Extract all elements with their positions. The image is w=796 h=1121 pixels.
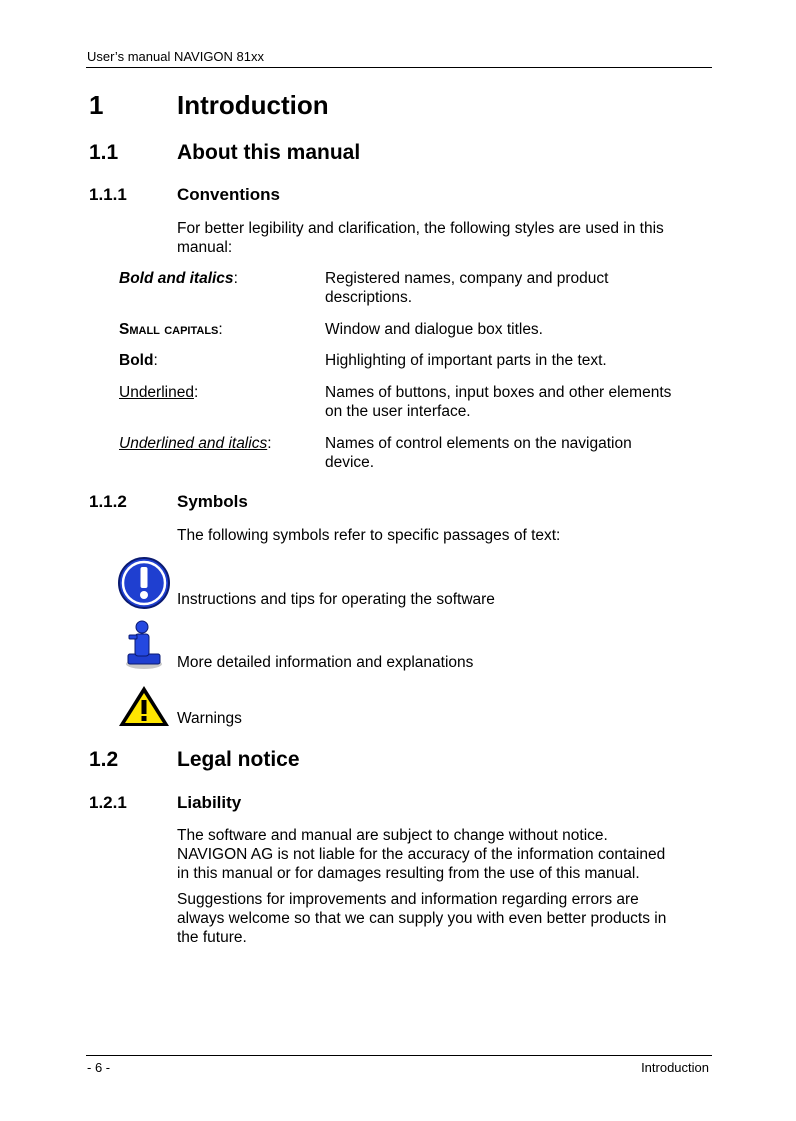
convention-term: Small capitals: (119, 321, 223, 338)
info-figure-icon (120, 620, 166, 670)
liability-paragraph: The software and manual are subject to change without notice. NAVIGON AG is not liable for the accuracy of the information contained in this manual or for damages resulting from the use of this manual. (177, 827, 666, 882)
subsection-title: Conventions (177, 185, 280, 204)
convention-description: Highlighting of important parts in the text. (325, 352, 607, 369)
convention-term: Bold: (119, 352, 158, 369)
convention-term: Bold and italics: (119, 270, 238, 287)
running-header: User’s manual NAVIGON 81xx (87, 49, 265, 64)
convention-description: Names of buttons, input boxes and other elements on the user interface. (325, 384, 672, 420)
convention-term: Underlined and italics: (119, 435, 272, 452)
suggestions-paragraph: Suggestions for improvements and information regarding errors are always welcome so that we can supply you with even better products in the future. (177, 891, 667, 946)
chapter-title: Introduction (177, 90, 329, 120)
footer-section: Introduction (641, 1060, 709, 1075)
exclamation-icon (117, 556, 171, 610)
section-title: About this manual (177, 141, 361, 164)
section-number: 1.2 (89, 748, 119, 771)
footer-rule (86, 1055, 712, 1056)
subsection-number: 1.2.1 (89, 793, 127, 812)
subsection-title: Liability (177, 793, 242, 812)
symbol-description: More detailed information and explanations (177, 654, 474, 671)
section-number: 1.1 (89, 141, 119, 164)
page-number: - 6 - (87, 1060, 111, 1075)
subsection-title: Symbols (177, 492, 248, 511)
section-title: Legal notice (177, 748, 300, 771)
header-rule (86, 67, 712, 68)
subsection-number: 1.1.2 (89, 492, 127, 511)
convention-description: Registered names, company and product descriptions. (325, 270, 609, 306)
convention-description: Window and dialogue box titles. (325, 321, 543, 338)
symbol-description: Warnings (177, 710, 242, 727)
convention-description: Names of control elements on the navigation device. (325, 435, 632, 471)
subsection-number: 1.1.1 (89, 185, 127, 204)
conventions-intro: For better legibility and clarification, the following styles are used in this manual: (177, 220, 664, 256)
warning-icon (117, 684, 171, 728)
symbol-description: Instructions and tips for operating the software (177, 591, 495, 608)
convention-term: Underlined: (119, 384, 199, 401)
chapter-number: 1 (89, 90, 104, 120)
symbols-intro: The following symbols refer to specific passages of text: (177, 527, 561, 544)
